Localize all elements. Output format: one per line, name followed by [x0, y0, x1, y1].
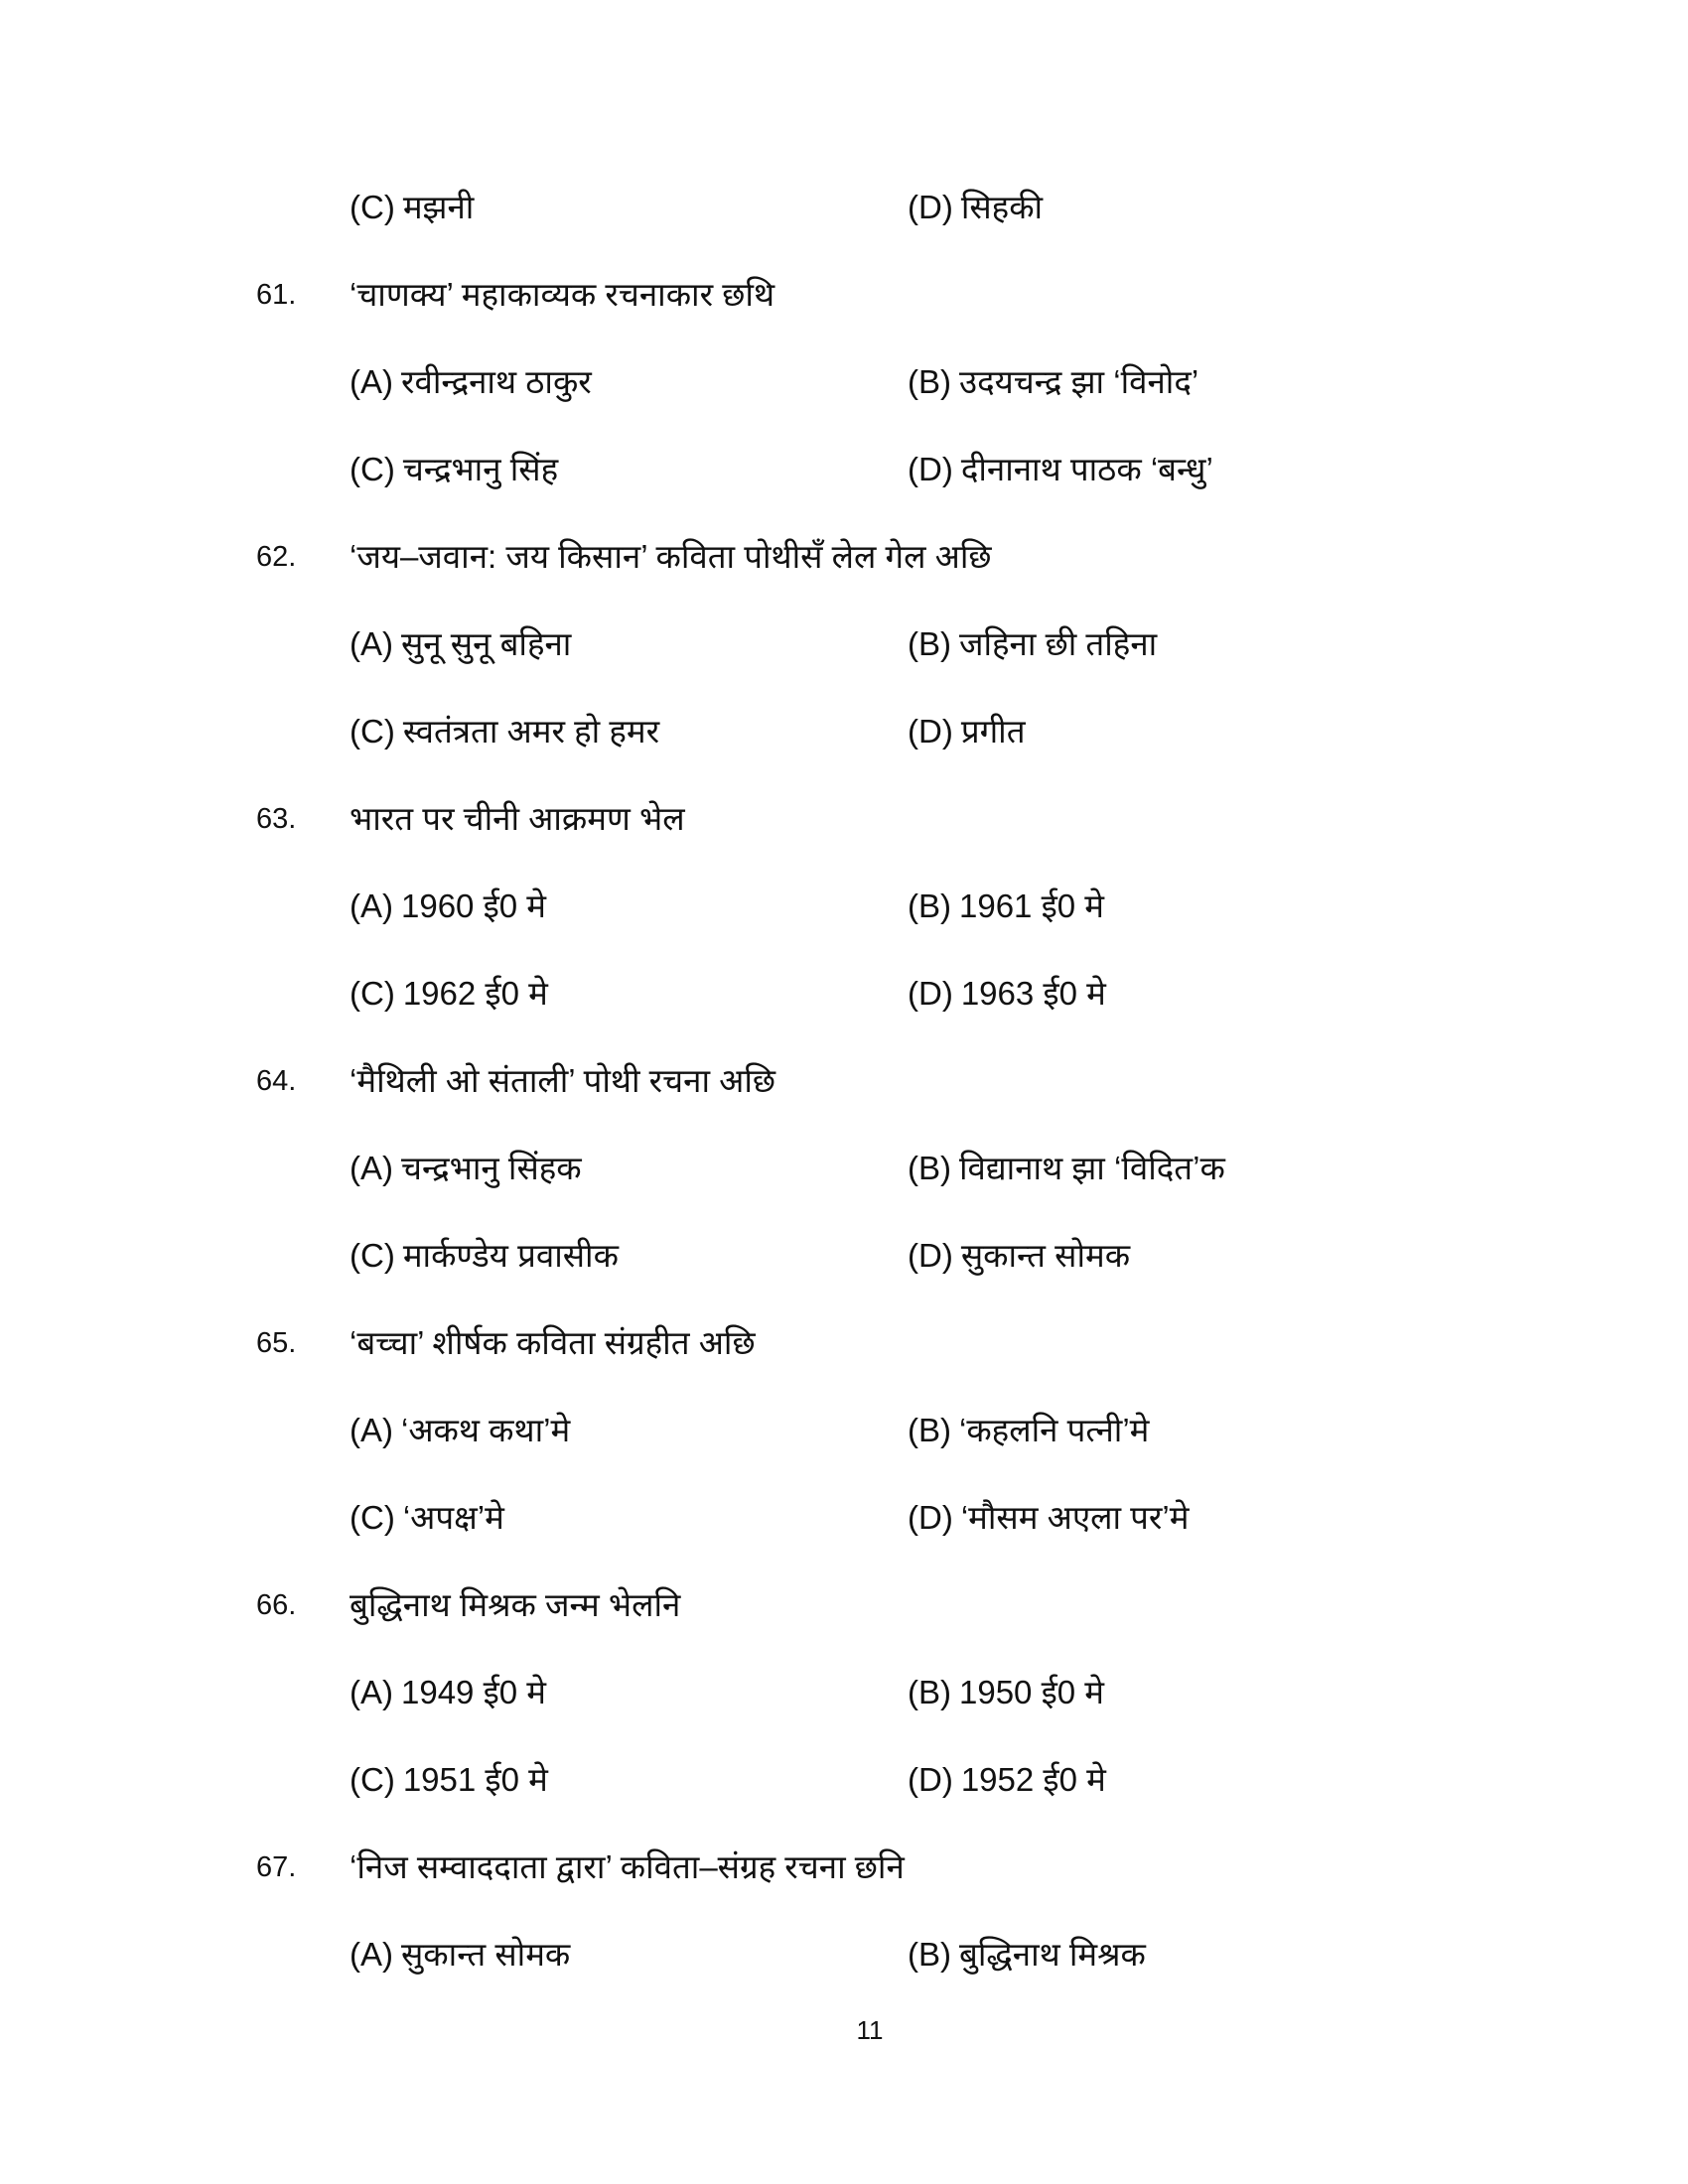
- option: [908, 950, 1106, 1037]
- option-row: [0, 863, 1688, 950]
- option-label: (A): [350, 1674, 393, 1710]
- option-row: [0, 339, 1688, 426]
- option-label: (C): [350, 1237, 395, 1274]
- option: [908, 1649, 1104, 1736]
- question-text: बुद्धिनाथ मिश्रक जन्म भेलनि: [350, 1586, 681, 1623]
- option: [350, 1474, 504, 1562]
- option: [350, 1736, 548, 1824]
- option-text: ‘अकथ कथा’मे: [401, 1412, 571, 1448]
- option-text: सुनू सुनू बहिना: [401, 625, 572, 662]
- option-text: दीनानाथ पाठक ‘बन्धु’: [960, 451, 1213, 487]
- option-label: (B): [908, 1936, 951, 1973]
- option-label: (D): [908, 1499, 953, 1536]
- option-text: सुकान्त सोमक: [960, 1237, 1131, 1274]
- option: [908, 1911, 1146, 1998]
- question-number: 66.: [256, 1589, 297, 1621]
- option: [908, 863, 1104, 950]
- question-row: [0, 513, 1688, 601]
- option-label: (C): [350, 1761, 395, 1798]
- option-text: 1963 ई0 मे: [960, 975, 1106, 1012]
- option: [908, 1387, 1149, 1474]
- option-text: उदयचन्द्र झा ‘विनोद’: [959, 363, 1199, 400]
- option-text: 1962 ई0 मे: [402, 975, 548, 1012]
- option: [908, 164, 1043, 251]
- option-text: जहिना छी तहिना: [959, 625, 1158, 662]
- option: [350, 426, 558, 513]
- option-label: (C): [350, 713, 395, 750]
- question-number: 67.: [256, 1851, 297, 1883]
- option-label: (A): [350, 1936, 393, 1973]
- option-label: (C): [350, 1499, 395, 1536]
- option: [350, 688, 659, 775]
- option-row: [0, 950, 1688, 1037]
- option-text: सुकान्त सोमक: [401, 1936, 571, 1973]
- option-row: [0, 1736, 1688, 1824]
- question-text: ‘जय–जवान: जय किसान’ कविता पोथीसँ लेल गेल अछि: [350, 538, 992, 575]
- question-row: [0, 775, 1688, 863]
- option-text: 1952 ई0 मे: [960, 1761, 1106, 1798]
- option-label: (B): [908, 625, 951, 662]
- option-text: चन्द्रभानु सिंहक: [401, 1150, 582, 1186]
- option-text: 1960 ई0 मे: [401, 887, 547, 924]
- option-text: सिहकी: [960, 189, 1044, 225]
- option-label: (B): [908, 1150, 951, 1186]
- option-label: (D): [908, 713, 953, 750]
- option: [350, 1911, 570, 1998]
- option-text: 1949 ई0 मे: [401, 1674, 547, 1710]
- option-text: 1951 ई0 मे: [402, 1761, 548, 1798]
- option-text: चन्द्रभानु सिंह: [402, 451, 559, 487]
- option-text: 1961 ई0 मे: [959, 887, 1105, 924]
- option-text: रवीन्द्रनाथ ठाकुर: [401, 363, 592, 400]
- option-row: [0, 1649, 1688, 1736]
- option-label: (B): [908, 887, 951, 924]
- option-text: ‘मौसम अएला पर’मे: [960, 1499, 1190, 1536]
- option-label: (D): [908, 1761, 953, 1798]
- option-row: [0, 601, 1688, 688]
- option-label: (A): [350, 1150, 393, 1186]
- option-row: [0, 1212, 1688, 1299]
- option-text: प्रगीत: [960, 713, 1026, 750]
- option-text: विद्यानाथ झा ‘विदित’क: [959, 1150, 1225, 1186]
- question-number: 61.: [256, 279, 297, 311]
- question-text: भारत पर चीनी आक्रमण भेल: [350, 800, 685, 837]
- option-label: (D): [908, 189, 953, 225]
- question-row: [0, 251, 1688, 339]
- option-text: मार्कण्डेय प्रवासीक: [402, 1237, 619, 1274]
- question-row: [0, 1037, 1688, 1125]
- question-text: ‘चाणक्य’ महाकाव्यक रचनाकार छथि: [350, 276, 775, 313]
- option-label: (B): [908, 1674, 951, 1710]
- option: [350, 1212, 619, 1299]
- question-text: ‘बच्चा’ शीर्षक कविता संग्रहीत अछि: [350, 1324, 756, 1361]
- option-text: बुद्धिनाथ मिश्रक: [959, 1936, 1146, 1973]
- option-label: (A): [350, 887, 393, 924]
- option: [350, 601, 571, 688]
- option: [908, 1212, 1130, 1299]
- page-number: 11: [856, 2015, 884, 2045]
- option-row: [0, 688, 1688, 775]
- option-row: [0, 164, 1688, 251]
- option-label: (A): [350, 363, 393, 400]
- option-label: (B): [908, 1412, 951, 1448]
- option-label: (D): [908, 451, 953, 487]
- option-label: (D): [908, 1237, 953, 1274]
- option-row: [0, 1387, 1688, 1474]
- option-label: (C): [350, 451, 395, 487]
- question-text: ‘मैथिली ओ संताली’ पोथी रचना अछि: [350, 1062, 776, 1099]
- question-number: 63.: [256, 803, 297, 835]
- option: [908, 1474, 1190, 1562]
- option: [908, 426, 1213, 513]
- option-label: (C): [350, 975, 395, 1012]
- option: [350, 1387, 570, 1474]
- option-label: (C): [350, 189, 395, 225]
- option: [350, 863, 546, 950]
- option-label: (D): [908, 975, 953, 1012]
- question-row: [0, 1824, 1688, 1911]
- question-row: [0, 1562, 1688, 1649]
- option: [350, 950, 548, 1037]
- option-label: (B): [908, 363, 951, 400]
- question-number: 65.: [256, 1327, 297, 1359]
- option-text: ‘अपक्ष’मे: [402, 1499, 504, 1536]
- option: [908, 688, 1026, 775]
- option-text: 1950 ई0 मे: [959, 1674, 1105, 1710]
- option: [908, 1736, 1106, 1824]
- option: [350, 1125, 582, 1212]
- option-label: (A): [350, 1412, 393, 1448]
- option-text: मझनी: [402, 189, 475, 225]
- option-row: [0, 426, 1688, 513]
- option: [350, 1649, 546, 1736]
- option-text: स्वतंत्रता अमर हो हमर: [402, 713, 660, 750]
- question-text: ‘निज सम्वाददाता द्वारा’ कविता–संग्रह रचना छनि: [350, 1848, 905, 1885]
- option: [350, 339, 592, 426]
- option-row: [0, 1125, 1688, 1212]
- option-row: [0, 1911, 1688, 1998]
- question-row: [0, 1299, 1688, 1387]
- option-text: ‘कहलनि पत्नी’मे: [959, 1412, 1150, 1448]
- option: [908, 1125, 1225, 1212]
- option-row: [0, 1474, 1688, 1562]
- option: [908, 339, 1198, 426]
- question-list: [0, 164, 1688, 1998]
- option: [350, 164, 474, 251]
- option: [908, 601, 1157, 688]
- option-label: (A): [350, 625, 393, 662]
- question-number: 62.: [256, 541, 297, 573]
- question-number: 64.: [256, 1065, 297, 1097]
